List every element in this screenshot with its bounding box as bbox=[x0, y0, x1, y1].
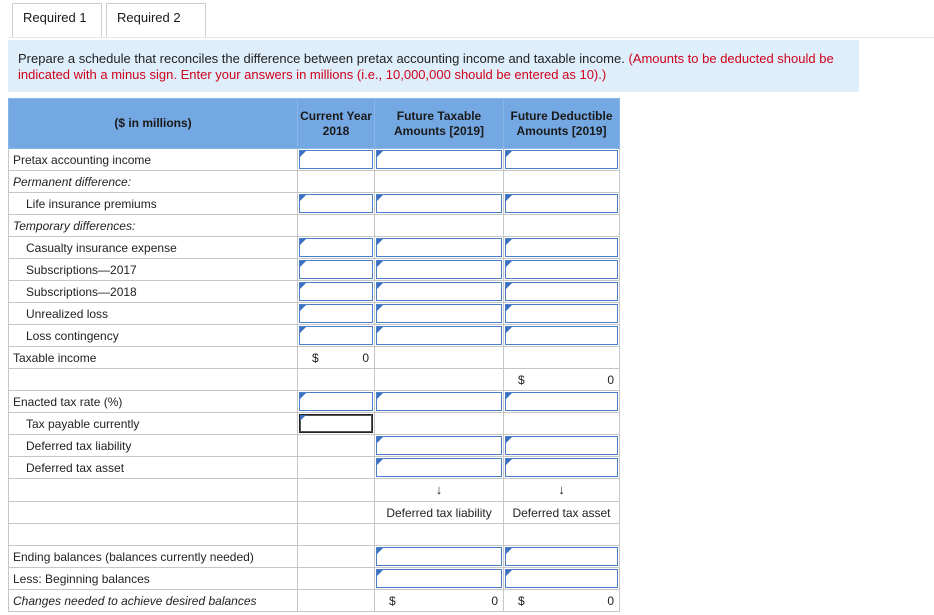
table-row bbox=[9, 524, 620, 546]
life-insurance-future-deductible-input[interactable] bbox=[505, 194, 618, 213]
dtl-column-label: Deferred tax liability bbox=[375, 502, 504, 524]
row-label-taxable-income: Taxable income bbox=[9, 347, 298, 369]
row-label-subs-2018: Subscriptions—2018 bbox=[9, 281, 298, 303]
row-label-casualty: Casualty insurance expense bbox=[9, 237, 298, 259]
subs-2018-current-input[interactable] bbox=[299, 282, 373, 301]
subs-2017-current-input[interactable] bbox=[299, 260, 373, 279]
table-row bbox=[9, 479, 620, 502]
pretax-current-input[interactable] bbox=[299, 150, 373, 169]
currency-symbol: $ bbox=[312, 351, 319, 365]
instructions-note: (Amounts to be deducted should be indicated with a minus sign. Enter your answers in millions (i.e., 10,000,000 should be entered as 10).) bbox=[18, 51, 834, 82]
header-current-year: Current Year 2018 bbox=[298, 99, 375, 149]
loss-contingency-current-input[interactable] bbox=[299, 326, 373, 345]
row-label-unrealized-loss: Unrealized loss bbox=[9, 303, 298, 325]
down-arrow-icon: ↓ bbox=[435, 482, 443, 497]
dtl-future-deductible-input[interactable] bbox=[505, 436, 618, 455]
subs-2017-future-taxable-input[interactable] bbox=[376, 260, 502, 279]
casualty-future-deductible-input[interactable] bbox=[505, 238, 618, 257]
unrealized-future-taxable-input[interactable] bbox=[376, 304, 502, 323]
beginning-dta-input[interactable] bbox=[505, 569, 618, 588]
table-row bbox=[9, 590, 620, 612]
row-label-ending-balances: Ending balances (balances currently needed) bbox=[9, 546, 298, 568]
instructions-box bbox=[8, 40, 859, 92]
dta-future-deductible-input[interactable] bbox=[505, 458, 618, 477]
row-label-beginning-balances: Less: Beginning balances bbox=[9, 568, 298, 590]
subs-2018-future-taxable-input[interactable] bbox=[376, 282, 502, 301]
table-row bbox=[9, 347, 620, 369]
tax-rate-current-input[interactable] bbox=[299, 392, 373, 411]
table-row bbox=[9, 457, 620, 479]
table-row bbox=[9, 215, 620, 237]
change-dtl-value: 0 bbox=[491, 594, 498, 608]
table-row bbox=[9, 171, 620, 193]
currency-symbol: $ bbox=[518, 594, 525, 608]
table-row bbox=[9, 325, 620, 347]
table-row bbox=[9, 369, 620, 391]
unrealized-current-input[interactable] bbox=[299, 304, 373, 323]
loss-contingency-future-taxable-input[interactable] bbox=[376, 326, 502, 345]
row-label-dtl: Deferred tax liability bbox=[9, 435, 298, 457]
row-label-pretax: Pretax accounting income bbox=[9, 149, 298, 171]
taxable-income-value: 0 bbox=[362, 351, 369, 365]
subs-2017-future-deductible-input[interactable] bbox=[505, 260, 618, 279]
ending-dta-input[interactable] bbox=[505, 547, 618, 566]
row-label-changes-needed: Changes needed to achieve desired balances bbox=[9, 590, 298, 612]
table-row bbox=[9, 502, 620, 524]
table-row bbox=[9, 413, 620, 435]
row-label-life-insurance: Life insurance premiums bbox=[9, 193, 298, 215]
table-row bbox=[9, 435, 620, 457]
row-label-permanent: Permanent difference: bbox=[9, 171, 298, 193]
table-row bbox=[9, 546, 620, 568]
reconciliation-schedule bbox=[8, 98, 620, 612]
unrealized-future-deductible-input[interactable] bbox=[505, 304, 618, 323]
row-label-subs-2017: Subscriptions—2017 bbox=[9, 259, 298, 281]
casualty-future-taxable-input[interactable] bbox=[376, 238, 502, 257]
row-label-temporary: Temporary differences: bbox=[9, 215, 298, 237]
ending-dtl-input[interactable] bbox=[376, 547, 502, 566]
future-deductible-total-value: 0 bbox=[607, 373, 614, 387]
pretax-future-taxable-input[interactable] bbox=[376, 150, 502, 169]
tab-required-2[interactable]: Required 2 bbox=[106, 3, 206, 37]
currency-symbol: $ bbox=[518, 373, 525, 387]
row-label-tax-rate: Enacted tax rate (%) bbox=[9, 391, 298, 413]
header-row bbox=[9, 99, 620, 149]
header-future-taxable: Future Taxable Amounts [2019] bbox=[375, 99, 504, 149]
down-arrow-icon: ↓ bbox=[558, 482, 565, 497]
table-row bbox=[9, 281, 620, 303]
tax-payable-current-input[interactable] bbox=[299, 414, 373, 433]
dtl-future-taxable-input[interactable] bbox=[376, 436, 502, 455]
dta-column-label: Deferred tax asset bbox=[504, 502, 620, 524]
table-row bbox=[9, 149, 620, 171]
loss-contingency-future-deductible-input[interactable] bbox=[505, 326, 618, 345]
table-row bbox=[9, 303, 620, 325]
subs-2018-future-deductible-input[interactable] bbox=[505, 282, 618, 301]
table-row bbox=[9, 568, 620, 590]
tab-required-1[interactable]: Required 1 bbox=[12, 3, 102, 37]
header-label: ($ in millions) bbox=[9, 99, 298, 149]
tab-bar bbox=[8, 0, 934, 38]
tax-rate-future-deductible-input[interactable] bbox=[505, 392, 618, 411]
row-label-tax-payable: Tax payable currently bbox=[9, 413, 298, 435]
currency-symbol: $ bbox=[389, 594, 396, 608]
beginning-dtl-input[interactable] bbox=[376, 569, 502, 588]
taxable-income-current bbox=[298, 347, 375, 369]
future-deductible-total bbox=[504, 369, 620, 391]
tax-rate-future-taxable-input[interactable] bbox=[376, 392, 502, 411]
life-insurance-current-input[interactable] bbox=[299, 194, 373, 213]
table-row bbox=[9, 193, 620, 215]
change-dta-value: 0 bbox=[607, 594, 614, 608]
life-insurance-future-taxable-input[interactable] bbox=[376, 194, 502, 213]
pretax-future-deductible-input[interactable] bbox=[505, 150, 618, 169]
table-row bbox=[9, 391, 620, 413]
dta-future-taxable-input[interactable] bbox=[376, 458, 502, 477]
instructions-text: Prepare a schedule that reconciles the difference between pretax accounting income and taxable income. bbox=[18, 51, 625, 66]
table-row bbox=[9, 259, 620, 281]
header-future-deductible: Future Deductible Amounts [2019] bbox=[504, 99, 620, 149]
row-label-loss-contingency: Loss contingency bbox=[9, 325, 298, 347]
row-label-dta: Deferred tax asset bbox=[9, 457, 298, 479]
casualty-current-input[interactable] bbox=[299, 238, 373, 257]
change-dtl-cell bbox=[375, 590, 504, 612]
table-row bbox=[9, 237, 620, 259]
change-dta-cell bbox=[504, 590, 620, 612]
